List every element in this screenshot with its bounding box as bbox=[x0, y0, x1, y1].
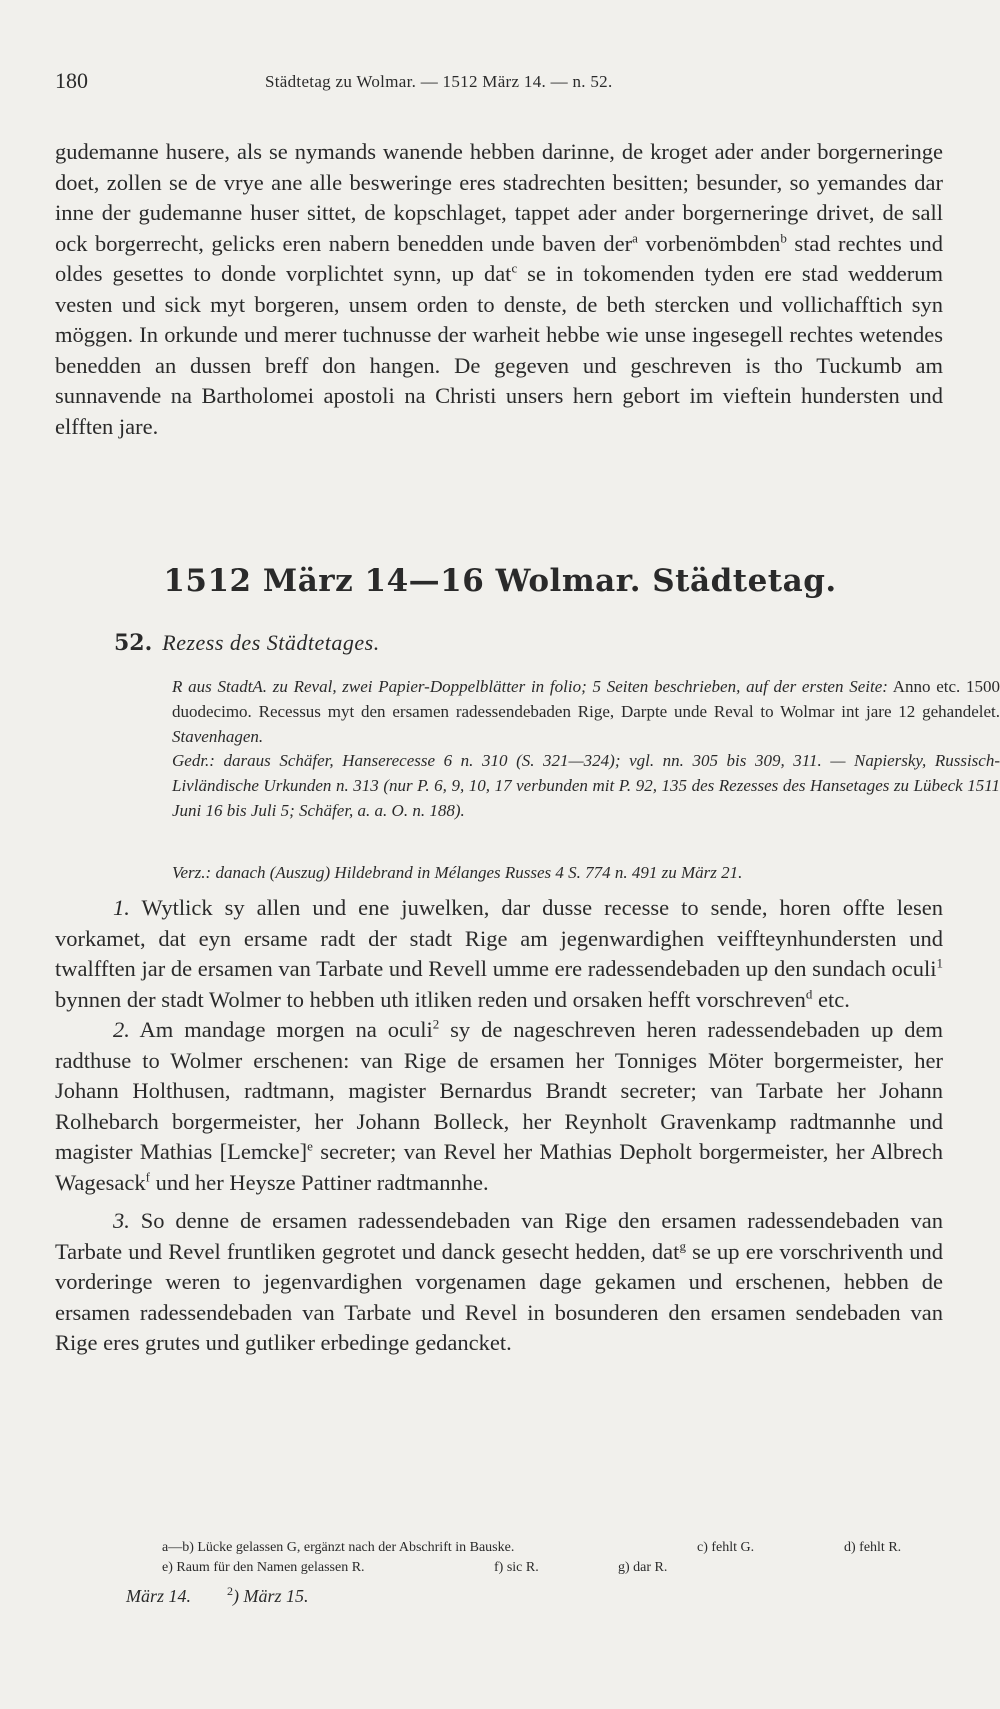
footnote-marker: f bbox=[145, 1169, 150, 1184]
registers: Verz.: danach (Auszug) Hildebrand in Mélanges Russes 4 S. 774 n. 491 zu März 21. bbox=[172, 863, 743, 882]
footnote-marker: d bbox=[805, 986, 813, 1001]
footnote-ab: a—b) Lücke gelassen G, ergänzt nach der Abschrift in Bauske. bbox=[162, 1540, 515, 1555]
continuation-text bbox=[55, 137, 943, 442]
text-segment: vorbenömbden bbox=[637, 230, 781, 256]
recess-paragraphs bbox=[55, 893, 943, 1359]
footnote-f: f) sic R. bbox=[494, 1560, 539, 1575]
text-segment: gudemanne husere, als se nymands wanende hebben darinne, de kroget ader ander borgerneringe doet, zollen se de vrye ane alle beswering​e eres stadrechten besitten; besunder, so yemandes dar inne der gudemanne huser sittet, de kopschlaget, tappet ader ander borgerneringe drivet, de sall ock borgerrecht, gelicks eren nabern benedden unde baven der bbox=[55, 139, 943, 256]
footnote-marker: a bbox=[632, 230, 638, 245]
note-2-marker: 2 bbox=[227, 1584, 234, 1598]
note-2: ) März 15. bbox=[233, 1586, 309, 1606]
document-number: 52. bbox=[114, 630, 153, 656]
date-notes bbox=[126, 1586, 345, 1607]
footnote-d: d) fehlt R. bbox=[844, 1540, 902, 1555]
document-label: Rezess des Städtetages. bbox=[162, 630, 380, 655]
note-1: März 14. bbox=[126, 1586, 192, 1606]
printed-editions: Gedr.: daraus Schäfer, Hanserecesse 6 n. 310 (S. 321—324); vgl. nn. 305 bis 309, 311. — Napiersky, Russisch-Livländische Urkunden n. 313 (nur P. 6, 9, 10, 17 verbunden mit P. 92, 135 des Rezesses des Hansetages zu Lübeck 1511 Juni 16 bis Juli 5; Schäfer, a. a. O. n. 188). bbox=[172, 751, 1000, 820]
source-description bbox=[114, 674, 1000, 749]
page-number: 180 bbox=[55, 68, 88, 93]
text-segment: Wytlick sy allen und ene juwelken, dar dusse recesse to sende, horen offte lesen vorkamet, dat eyn ersame radt der stadt Rige am jegenwardighen veiffteynhundersten und twalfften jar de ersamen van Tarbate und Revell umme ere radessendebaden up den sundach oculi bbox=[55, 895, 943, 981]
running-head bbox=[55, 68, 945, 98]
paragraph-1 bbox=[55, 893, 943, 1015]
text-segment: se up ere vorschriventh und vorderinge weren to jegenvardighen vorgenamen dage gekamen und erschenen, hebben de ersamen radessendebaden van Tarbate und Revel in bosunderen den ersamen sendebaden van Rige eres grutes und gutliker erbedinge gedancket. bbox=[55, 1238, 944, 1355]
paragraph-2 bbox=[55, 1015, 943, 1198]
document-heading bbox=[114, 630, 380, 656]
note-marker: 2 bbox=[432, 1016, 440, 1032]
paragraph-number: 1. bbox=[113, 895, 130, 920]
running-title: Städtetag zu Wolmar. — 1512 März 14. — n. 52. bbox=[265, 72, 613, 91]
paragraph-3 bbox=[55, 1206, 943, 1359]
text-segment: bynnen der stadt Wolmer to hebben uth itliken reden und orsaken hefft vorschreven bbox=[55, 986, 806, 1012]
text-segment: secreter; van Revel her Mathias Depholt borgermeister, her Albrech Wagesack bbox=[55, 1139, 943, 1195]
footnote-marker: e bbox=[307, 1138, 313, 1154]
footnote-row bbox=[162, 1540, 922, 1560]
footnote-g: g) dar R. bbox=[618, 1560, 668, 1575]
footnote-marker: c bbox=[511, 260, 518, 276]
text-segment: sy de nageschreven heren radessendebaden up dem radthuse to Wolmer erschenen: van Rige de ersamen her Tonniges Möter borgermeister, her Johann Holthusen, radtmann, magister Bernardus Brandt secreter; van Tarbate her Johann Rolhebarch borgermeister, her Johann Bolleck, her Reynholt Gravenkamp radtmannhe und magister Mathias [Lemcke] bbox=[55, 1017, 943, 1164]
footnote-c: c) fehlt G. bbox=[697, 1540, 755, 1555]
text-segment: Stavenhagen. bbox=[172, 727, 264, 746]
text-segment: Anno etc. 1500 duodecimo. Recessus myt den ersamen radessendebaden Rige, Darpte unde Reval to Wolmar int jare 12 gehandelet. bbox=[172, 677, 1000, 721]
footnote-row bbox=[162, 1560, 922, 1580]
paragraph-number: 2. bbox=[113, 1017, 130, 1042]
text-segment: und her Heysze Pattiner radtmannhe. bbox=[149, 1169, 489, 1195]
text-segment: So denne de ersamen radessendebaden van Rige den ersamen radessendebaden van Tarbate und Revel fruntliken gegrotet und danck gesecht hedden, dat bbox=[55, 1208, 943, 1264]
paragraph-number: 3. bbox=[113, 1208, 130, 1233]
text-segment: Am mandage morgen na oculi bbox=[129, 1017, 433, 1042]
note-marker: 1 bbox=[936, 955, 943, 971]
section-title: 1512 März 14—16 Wolmar. Städtetag. bbox=[163, 563, 837, 599]
text-segment: se in tokomenden tyden ere stad wedderum vesten und sick myt borgeren, unsem orden to denste, de beth stercken und vollichafftich syn möggen. In orkunde und merer tuchnusse der warheit hebbe wie unse ingesegell rechtes wetendes benedden an dussen breff don hangen. De gegeven und geschreven is tho Tuckumb am sunnavende na Bartholomei apostoli na Christi unsers hern gebort im vieftein hundersten und elfften jare. bbox=[55, 261, 943, 439]
text-segment: stad rechtes und oldes gesettes to donde vorplichtet synn, up dat bbox=[55, 230, 943, 286]
footnote-e: e) Raum für den Namen gelassen R. bbox=[162, 1560, 365, 1575]
siglum: R bbox=[172, 677, 183, 696]
text-segment: aus StadtA. zu Reval, zwei Papier-Doppelblätter in folio; 5 Seiten beschrieben, auf der ersten Seite: bbox=[182, 677, 888, 696]
text-segment: etc. bbox=[812, 986, 850, 1012]
footnote-marker: g bbox=[679, 1238, 686, 1253]
footnote-marker: b bbox=[780, 230, 787, 245]
footnotes-apparatus bbox=[162, 1540, 922, 1580]
